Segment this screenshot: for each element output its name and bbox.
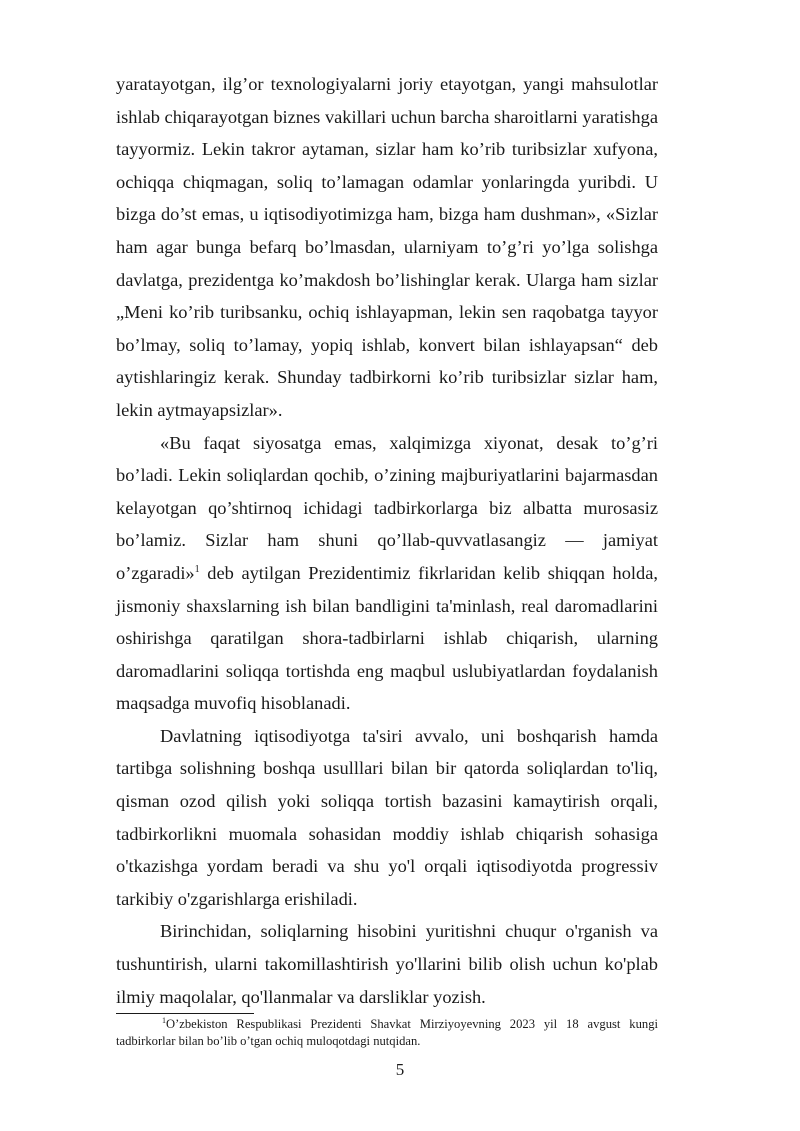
- paragraph-2: [116, 427, 658, 720]
- footnote-marker: 1: [162, 1015, 166, 1025]
- paragraph-4: Birinchidan, soliqlarning hisobini yuritishni chuqur o'rganish va tushuntirish, ularni takomillashtirish yo'llarini bilib olish uchun ko'plab ilmiy maqolalar, qo'llanmalar va darsliklar yozish.: [116, 921, 658, 1007]
- page-number: 5: [395, 1060, 405, 1079]
- paragraph-2-quote: «Bu faqat siyosatga emas, xalqimizga xiyonat, desak to’g’ri bo’ladi. Lekin soliqlardan qochib, o’zining majburiyatlarini bajarmasdan kelayotgan qo’shtirnoq ichidagi tadbirkorlarga biz albatta murosasiz bo’lamiz. Sizlar ham shuni qo’llab-quvvatlasangiz — jamiyat o’zgaradi»: [116, 432, 658, 583]
- footnote: [116, 1016, 658, 1050]
- paragraph-1: yaratayotgan, ilg’or texnologiyalarni joriy etayotgan, yangi mahsulotlar ishlab chiqarayotgan biznes vakillari uchun barcha sharoitlarni yaratishga tayyormiz. Lekin takror aytaman, sizlar ham ko’rib turibsizlar xufyona, ochiqqa chiqmagan, soliq to’lamagan odamlar yonlaringda yuribdi. U bizga do’st emas, u iqtisodiyotimizga ham, bizga ham dushman», «Sizlar ham agar bunga befarq bo’lmasdan, ularniyam to’g’ri yo’lga solishga davlatga, prezidentga ko’makdosh bo’lishinglar kerak. Ularga ham sizlar „Meni ko’rib turibsanku, ochiq ishlayapman, lekin sen raqobatga tayyor bo’lmay, soliq to’lamay, yopiq ishlab, konvert bilan ishlayapsan“ deb aytishlaringiz kerak. Shunday tadbirkorni ko’rib turibsizlar sizlar ham, lekin aytmayapsizlar».: [116, 74, 658, 420]
- paragraph-2-continuation: deb aytilgan Prezidentimiz fikrlaridan kelib shiqqan holda, jismoniy shaxslarning ish bilan bandligini ta'minlash, real daromadlarini oshirishga qaratilgan shora-tadbirlarni ishlab chiqarish, ularning daromadlarini soliqqa tortishda eng maqbul uslubiyatlardan foydalanish maqsadga muvofiq hisoblanadi.: [116, 562, 658, 714]
- footnote-text: O’zbekiston Respublikasi Prezidenti Shavkat Mirziyoyevning 2023 yil 18 avgust kungi tadbirkorlar bilan bo’lib o’tgan ochiq muloqotdagi nutqidan.: [116, 1017, 658, 1048]
- body-text: [116, 68, 658, 1013]
- paragraph-3: Davlatning iqtisodiyotga ta'siri avvalo, uni boshqarish hamda tartibga solishning boshqa usulllari bilan bir qatorda soliqlardan to'liq, qisman ozod qilish yoki soliqqa tortish bazasini kamaytirish orqali, tadbirkorlikni muomala sohasidan moddiy ishlab chiqarish sohasiga o'tkazishga yordam beradi va shu yo'l orqali iqtisodiyotda progressiv tarkibiy o'zgarishlarga erishiladi.: [116, 725, 658, 909]
- footnote-reference[interactable]: 1: [194, 563, 200, 575]
- footnote-separator: [116, 1013, 254, 1014]
